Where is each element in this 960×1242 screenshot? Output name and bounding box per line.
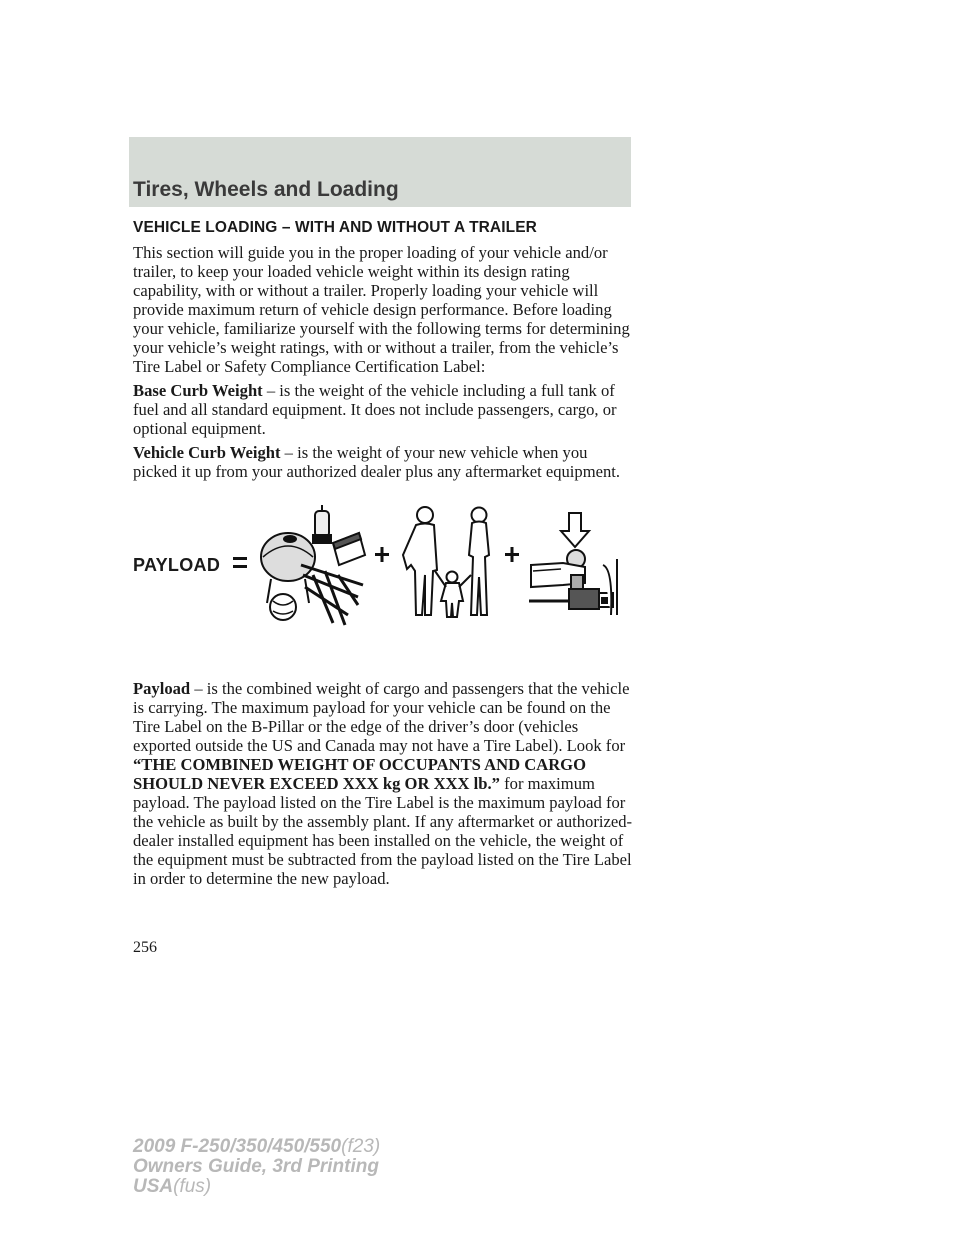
plus-sign-1 [375,547,389,562]
payload-text-2: for maximum payload. The payload listed on the Tire Label is the maximum payload for the vehicle as built by the assembly plant. If any aftermarket or authorized-dealer installed equipment has been installed on the vehicle, the weight of the equipment must be subtracted from the payload listed on the Tire Label in order to determine the new payload. [133,774,633,888]
definition-base-curb-weight: – is the weight of the vehicle including a full tank of fuel and all standard equipment. It does not include passengers, cargo, or optional equipment. [133,381,617,438]
footer-model-code: (f23) [341,1136,381,1157]
intro-paragraph: This section will guide you in the proper loading of your vehicle and/or trailer, to keep your loaded vehicle weight within its design rating capability, with or without a trailer. Properly loading your vehicle will provide maximum return of vehicle design performance. Before loading your vehicle, familiarize yourself with the following terms for determining your vehicle’s weight ratings, with or without a trailer, from the vehicle’s Tire Label or Safety Compliance Certification Label: [133,243,630,376]
payload-illustration [133,505,633,665]
passengers-icon [403,507,489,617]
payload-label: PAYLOAD [133,555,221,575]
payload-text-1: – is the combined weight of cargo and passengers that the vehicle is carrying. The maximum payload for your vehicle can be found on the Tire Label on the B-Pillar or the edge of the driver’s door (vehicles exported outside the US and Canada may not have a Tire Label). Look for [133,679,630,755]
payload-emphasis: “THE COMBINED WEIGHT OF OCCUPANTS AND CARGO SHOULD NEVER EXCEED XXX kg OR XXX lb.” [133,755,586,793]
trailer-hitch-icon [529,513,617,615]
footer [133,1137,380,1197]
footer-line-3 [133,1177,380,1197]
term-base-curb-weight: Base Curb Weight [133,381,263,400]
base-curb-weight-paragraph [133,381,633,438]
footer-line-1 [133,1137,380,1157]
page-title: Tires, Wheels and Loading [133,178,399,201]
footer-model: 2009 F-250/350/450/550 [133,1136,342,1157]
section-heading: VEHICLE LOADING – WITH AND WITHOUT A TRAILER [133,219,537,236]
page-number: 256 [133,939,157,956]
page-content [133,218,633,893]
footer-region: USA [133,1176,174,1197]
payload-paragraph [133,679,633,888]
footer-region-code: (fus) [173,1176,212,1197]
term-vehicle-curb-weight: Vehicle Curb Weight [133,443,281,462]
definition-vehicle-curb-weight: – is the weight of your new vehicle when you picked it up from your authorized dealer plus any aftermarket equipment. [133,443,621,481]
cargo-gear-icon [261,505,365,625]
plus-sign-2 [505,547,519,562]
payload-diagram [133,505,633,665]
term-payload: Payload [133,679,191,698]
footer-line-2: Owners Guide, 3rd Printing [133,1156,379,1177]
vehicle-curb-weight-paragraph [133,443,633,481]
equals-sign [233,557,247,568]
